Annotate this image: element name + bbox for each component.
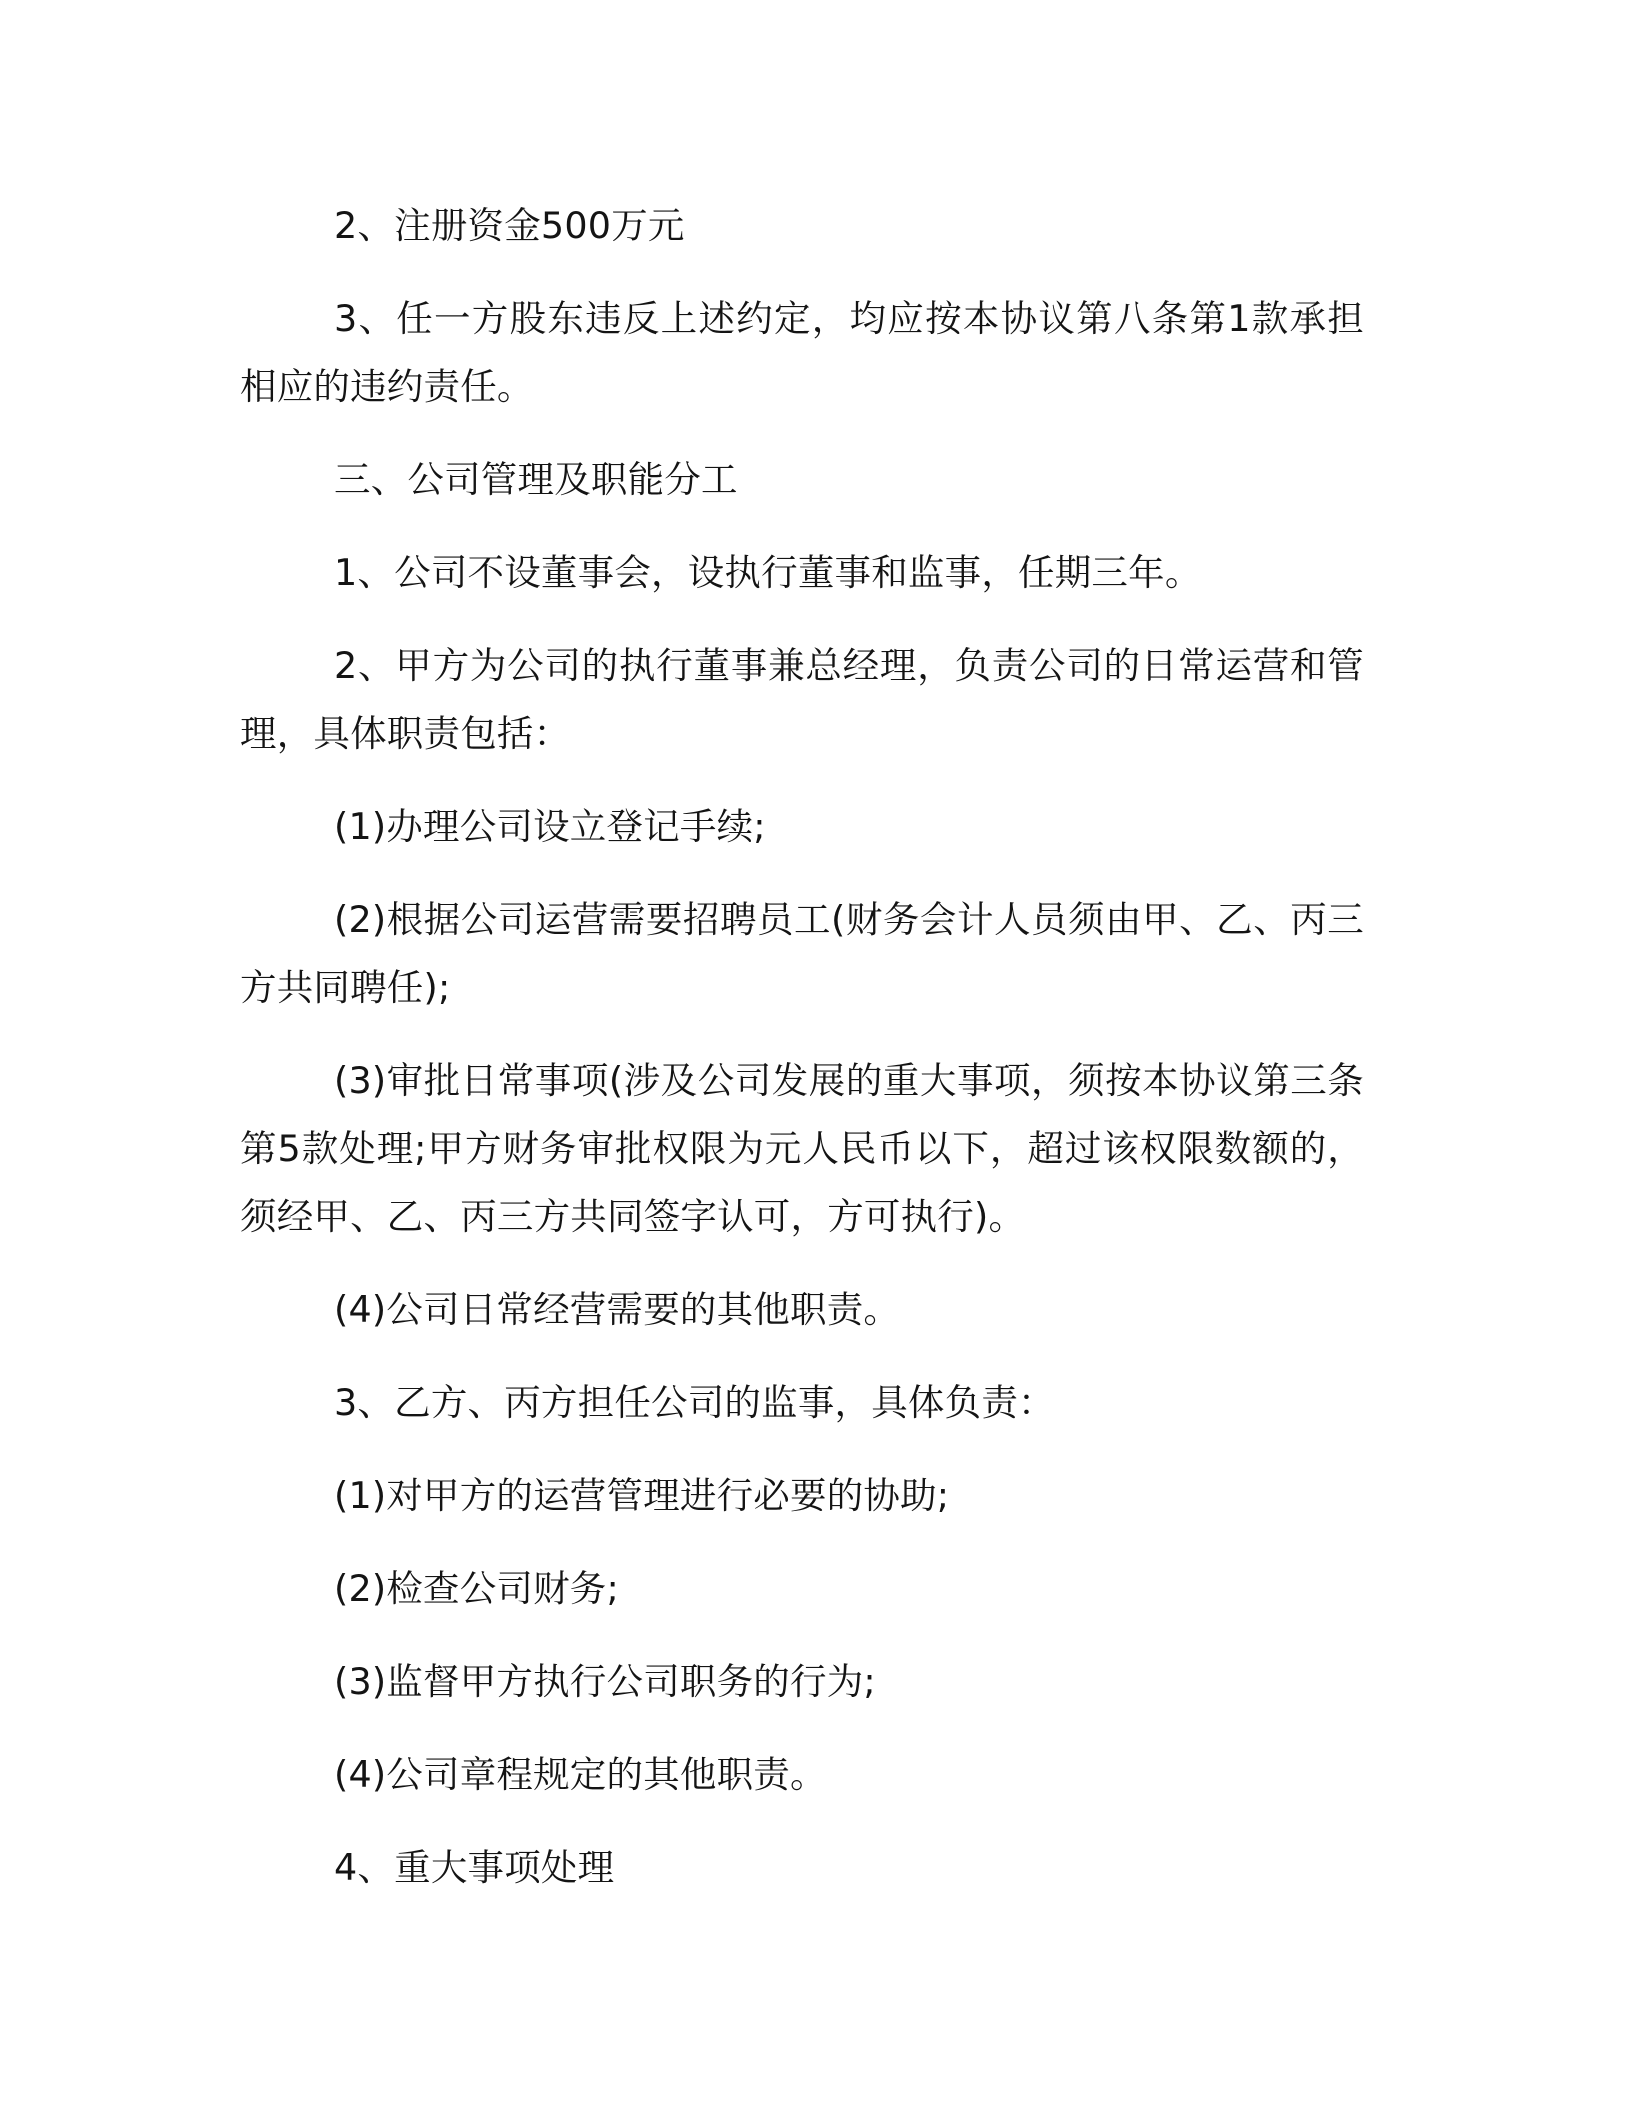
list-item-charter-duties: (4)公司章程规定的其他职责。 (334, 1753, 827, 1796)
section-heading-management: 三、公司管理及职能分工 (334, 458, 738, 501)
list-item-assist: (1)对甲方的运营管理进行必要的协助; (334, 1474, 950, 1517)
list-item-registration: (1)办理公司设立登记手续; (334, 805, 766, 848)
paragraph-registered-capital: 2、注册资金500万元 (334, 204, 685, 247)
paragraph-supervisors: 3、乙方、丙方担任公司的监事，具体负责： (334, 1381, 1055, 1424)
list-item-other-duties: (4)公司日常经营需要的其他职责。 (334, 1288, 901, 1331)
list-item-recruitment: (2)根据公司运营需要招聘员工(财务会计人员须由甲、乙、丙三方共同聘任); (240, 898, 1364, 1009)
paragraph-major-matters: 4、重大事项处理 (334, 1846, 615, 1889)
list-item-supervise: (3)监督甲方执行公司职务的行为; (334, 1660, 876, 1703)
paragraph-breach-liability: 3、任一方股东违反上述约定，均应按本协议第八条第1款承担相应的违约责任。 (240, 297, 1364, 408)
document-body (240, 192, 1364, 1927)
list-item-approval: (3)审批日常事项(涉及公司发展的重大事项，须按本协议第三条第5款处理;甲方财务审批权限为元人民币以下，超过该权限数额的，须经甲、乙、丙三方共同签字认可，方可执行)。 (240, 1059, 1364, 1238)
list-item-finance-check: (2)检查公司财务; (334, 1567, 619, 1610)
paragraph-party-a-duties: 2、甲方为公司的执行董事兼总经理，负责公司的日常运营和管理，具体职责包括： (240, 644, 1364, 755)
paragraph-no-board: 1、公司不设董事会，设执行董事和监事，任期三年。 (334, 551, 1202, 594)
